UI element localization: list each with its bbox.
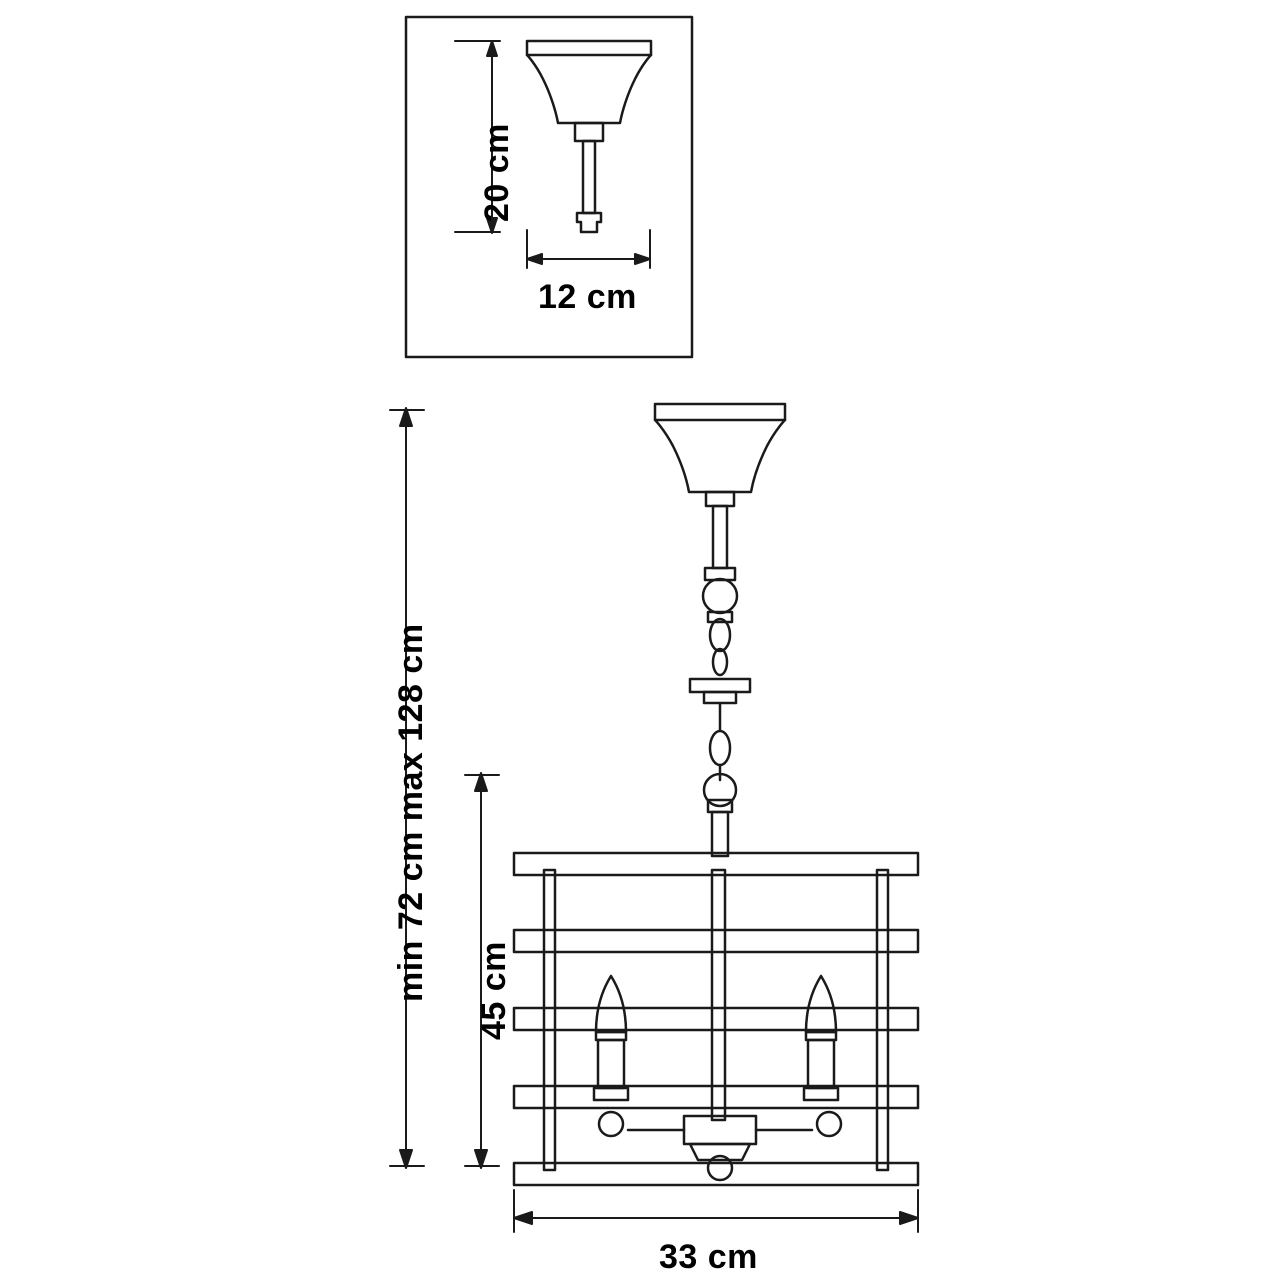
- shade-rail-3: [514, 1008, 918, 1030]
- chain-ball-upper: [703, 579, 737, 622]
- shade-rail-5: [514, 1163, 918, 1185]
- chain-mid-collar: [690, 679, 750, 703]
- lamp-arm-assembly: [599, 1112, 841, 1180]
- chain-links-lower: [710, 703, 730, 780]
- candle-lamp-right: [804, 976, 838, 1100]
- shade-rail-4: [514, 1086, 918, 1108]
- candle-lamp-left: [594, 976, 628, 1100]
- ceiling-cup: [655, 404, 785, 492]
- shade-width-label: 33 cm: [659, 1238, 758, 1276]
- detail-width-dimension: [527, 230, 650, 268]
- chain-ball-lower: [704, 774, 736, 856]
- shade-rail-2: [514, 930, 918, 952]
- total-height-label: min 72 cm max 128 cm: [392, 623, 430, 1002]
- upper-rod: [705, 492, 735, 580]
- detail-height-label: 20 cm: [478, 123, 516, 222]
- shade-width-dimension: [514, 1190, 918, 1232]
- chain-links-upper: [710, 619, 730, 675]
- shade-height-label: 45 cm: [475, 941, 513, 1040]
- shade-cage-rails: [514, 853, 918, 1185]
- detail-ceiling-cup: [527, 41, 651, 123]
- detail-width-label: 12 cm: [538, 278, 637, 316]
- detail-rod: [575, 123, 603, 232]
